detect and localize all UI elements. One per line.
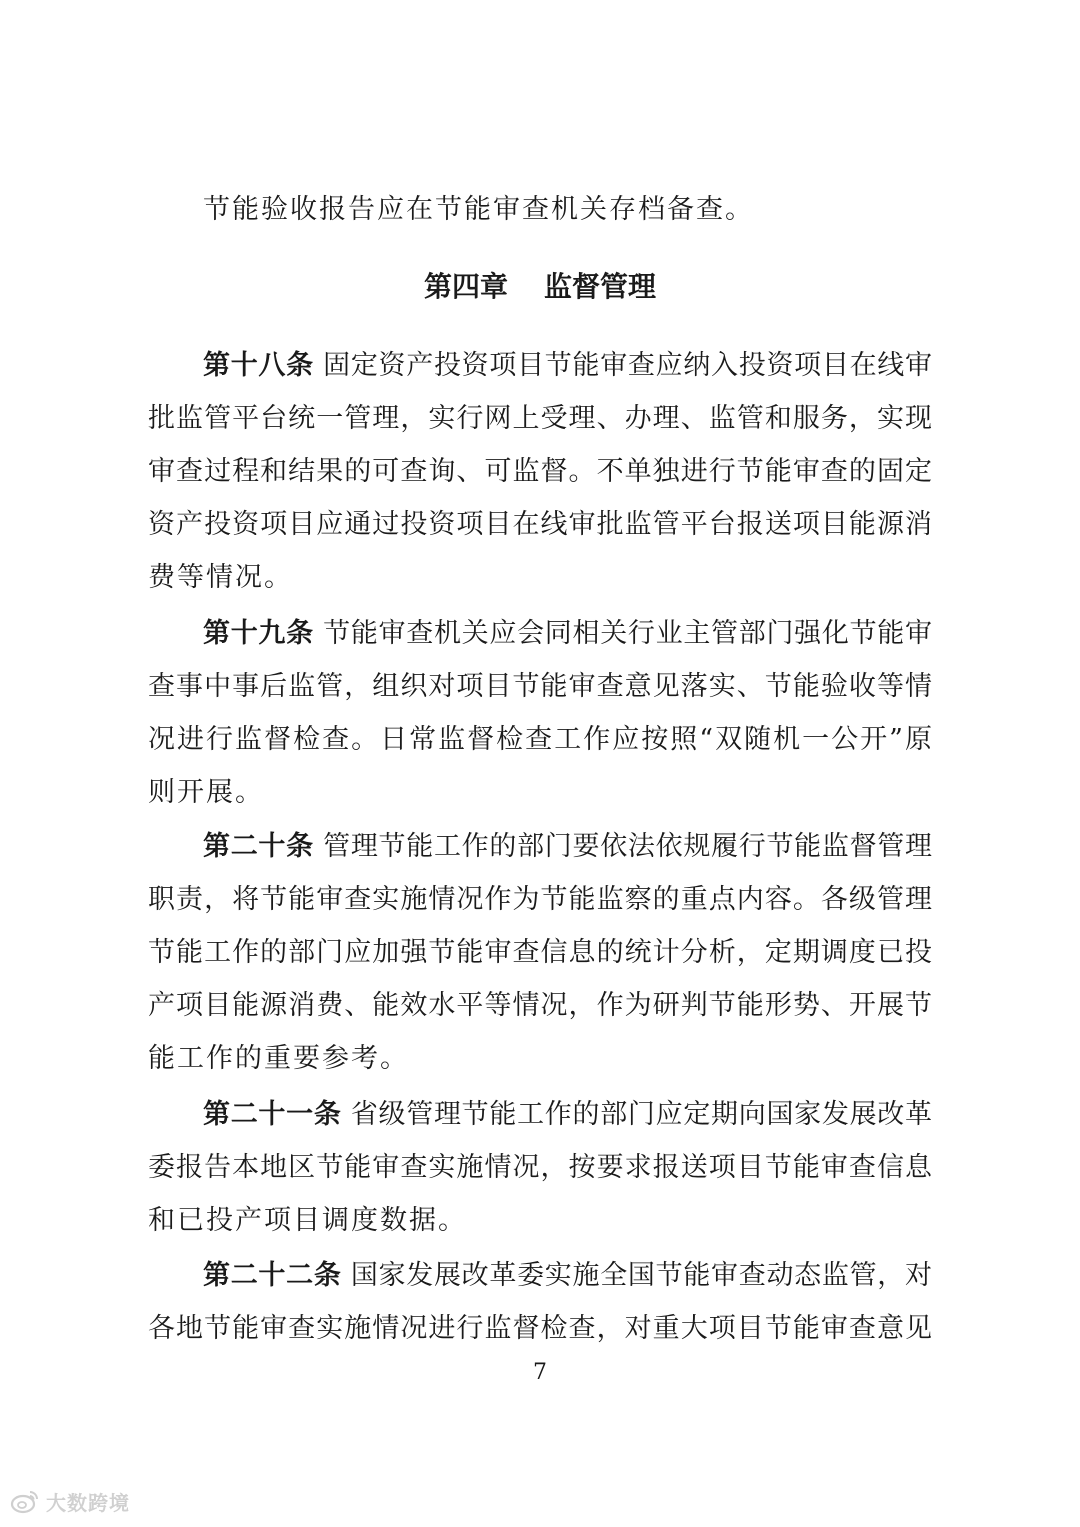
- weibo-logo-icon: [10, 1488, 40, 1514]
- article-18-line-4: 资产投资项目应通过投资项目在线审批监管平台报送项目能源消: [148, 509, 932, 540]
- carryover-line: 节能验收报告应在节能审查机关存档备查。: [203, 194, 754, 225]
- article-18-label: 第十八条: [203, 350, 314, 381]
- article-19-line-2: 查事中事后监管，组织对项目节能审查意见落实、节能验收等情: [148, 671, 932, 702]
- article-19-line-4: 则开展。: [148, 777, 264, 808]
- article-20-line-2: 职责，将节能审查实施情况作为节能监察的重点内容。各级管理: [148, 884, 932, 915]
- article-22-line-1: 第二十二条 国家发展改革委实施全国节能审查动态监管，对: [203, 1260, 932, 1291]
- article-22-label: 第二十二条: [203, 1260, 342, 1291]
- article-18-line-2: 批监管平台统一管理，实行网上受理、办理、监管和服务，实现: [148, 403, 932, 434]
- article-21-label: 第二十一条: [203, 1099, 342, 1130]
- chapter-heading: [0, 267, 1080, 307]
- article-20-label: 第二十条: [203, 831, 314, 862]
- page-number: 7: [533, 1360, 547, 1385]
- watermark: [10, 1484, 130, 1518]
- chapter-number: 第四章: [423, 270, 508, 303]
- article-19-line-1: 第十九条 节能审查机关应会同相关行业主管部门强化节能审: [203, 618, 932, 649]
- article-20-line-3: 节能工作的部门应加强节能审查信息的统计分析，定期调度已投: [148, 937, 932, 968]
- article-20-line-4: 产项目能源消费、能效水平等情况，作为研判节能形势、开展节: [148, 990, 932, 1021]
- chapter-title: 监督管理: [544, 270, 657, 303]
- article-19-line-3: 况进行监督检查。日常监督检查工作应按照“双随机一公开”原: [148, 724, 932, 755]
- article-20-line-5: 能工作的重要参考。: [148, 1043, 409, 1074]
- article-21-line-3: 和已投产项目调度数据。: [148, 1205, 467, 1236]
- article-18-line-5: 费等情况。: [148, 562, 293, 593]
- article-19-label: 第十九条: [203, 618, 314, 649]
- article-21-line-2: 委报告本地区节能审查实施情况，按要求报送项目节能审查信息: [148, 1152, 932, 1183]
- article-18-line-3: 审查过程和结果的可查询、可监督。不单独进行节能审查的固定: [148, 456, 932, 487]
- article-20-line-1: 第二十条 管理节能工作的部门要依法依规履行节能监督管理: [203, 831, 932, 862]
- watermark-text: 大数跨境: [46, 1490, 130, 1515]
- article-18-line-1: 第十八条 固定资产投资项目节能审查应纳入投资项目在线审: [203, 350, 932, 381]
- article-21-line-1: 第二十一条 省级管理节能工作的部门应定期向国家发展改革: [203, 1099, 932, 1130]
- article-22-line-2: 各地节能审查实施情况进行监督检查，对重大项目节能审查意见: [148, 1313, 932, 1344]
